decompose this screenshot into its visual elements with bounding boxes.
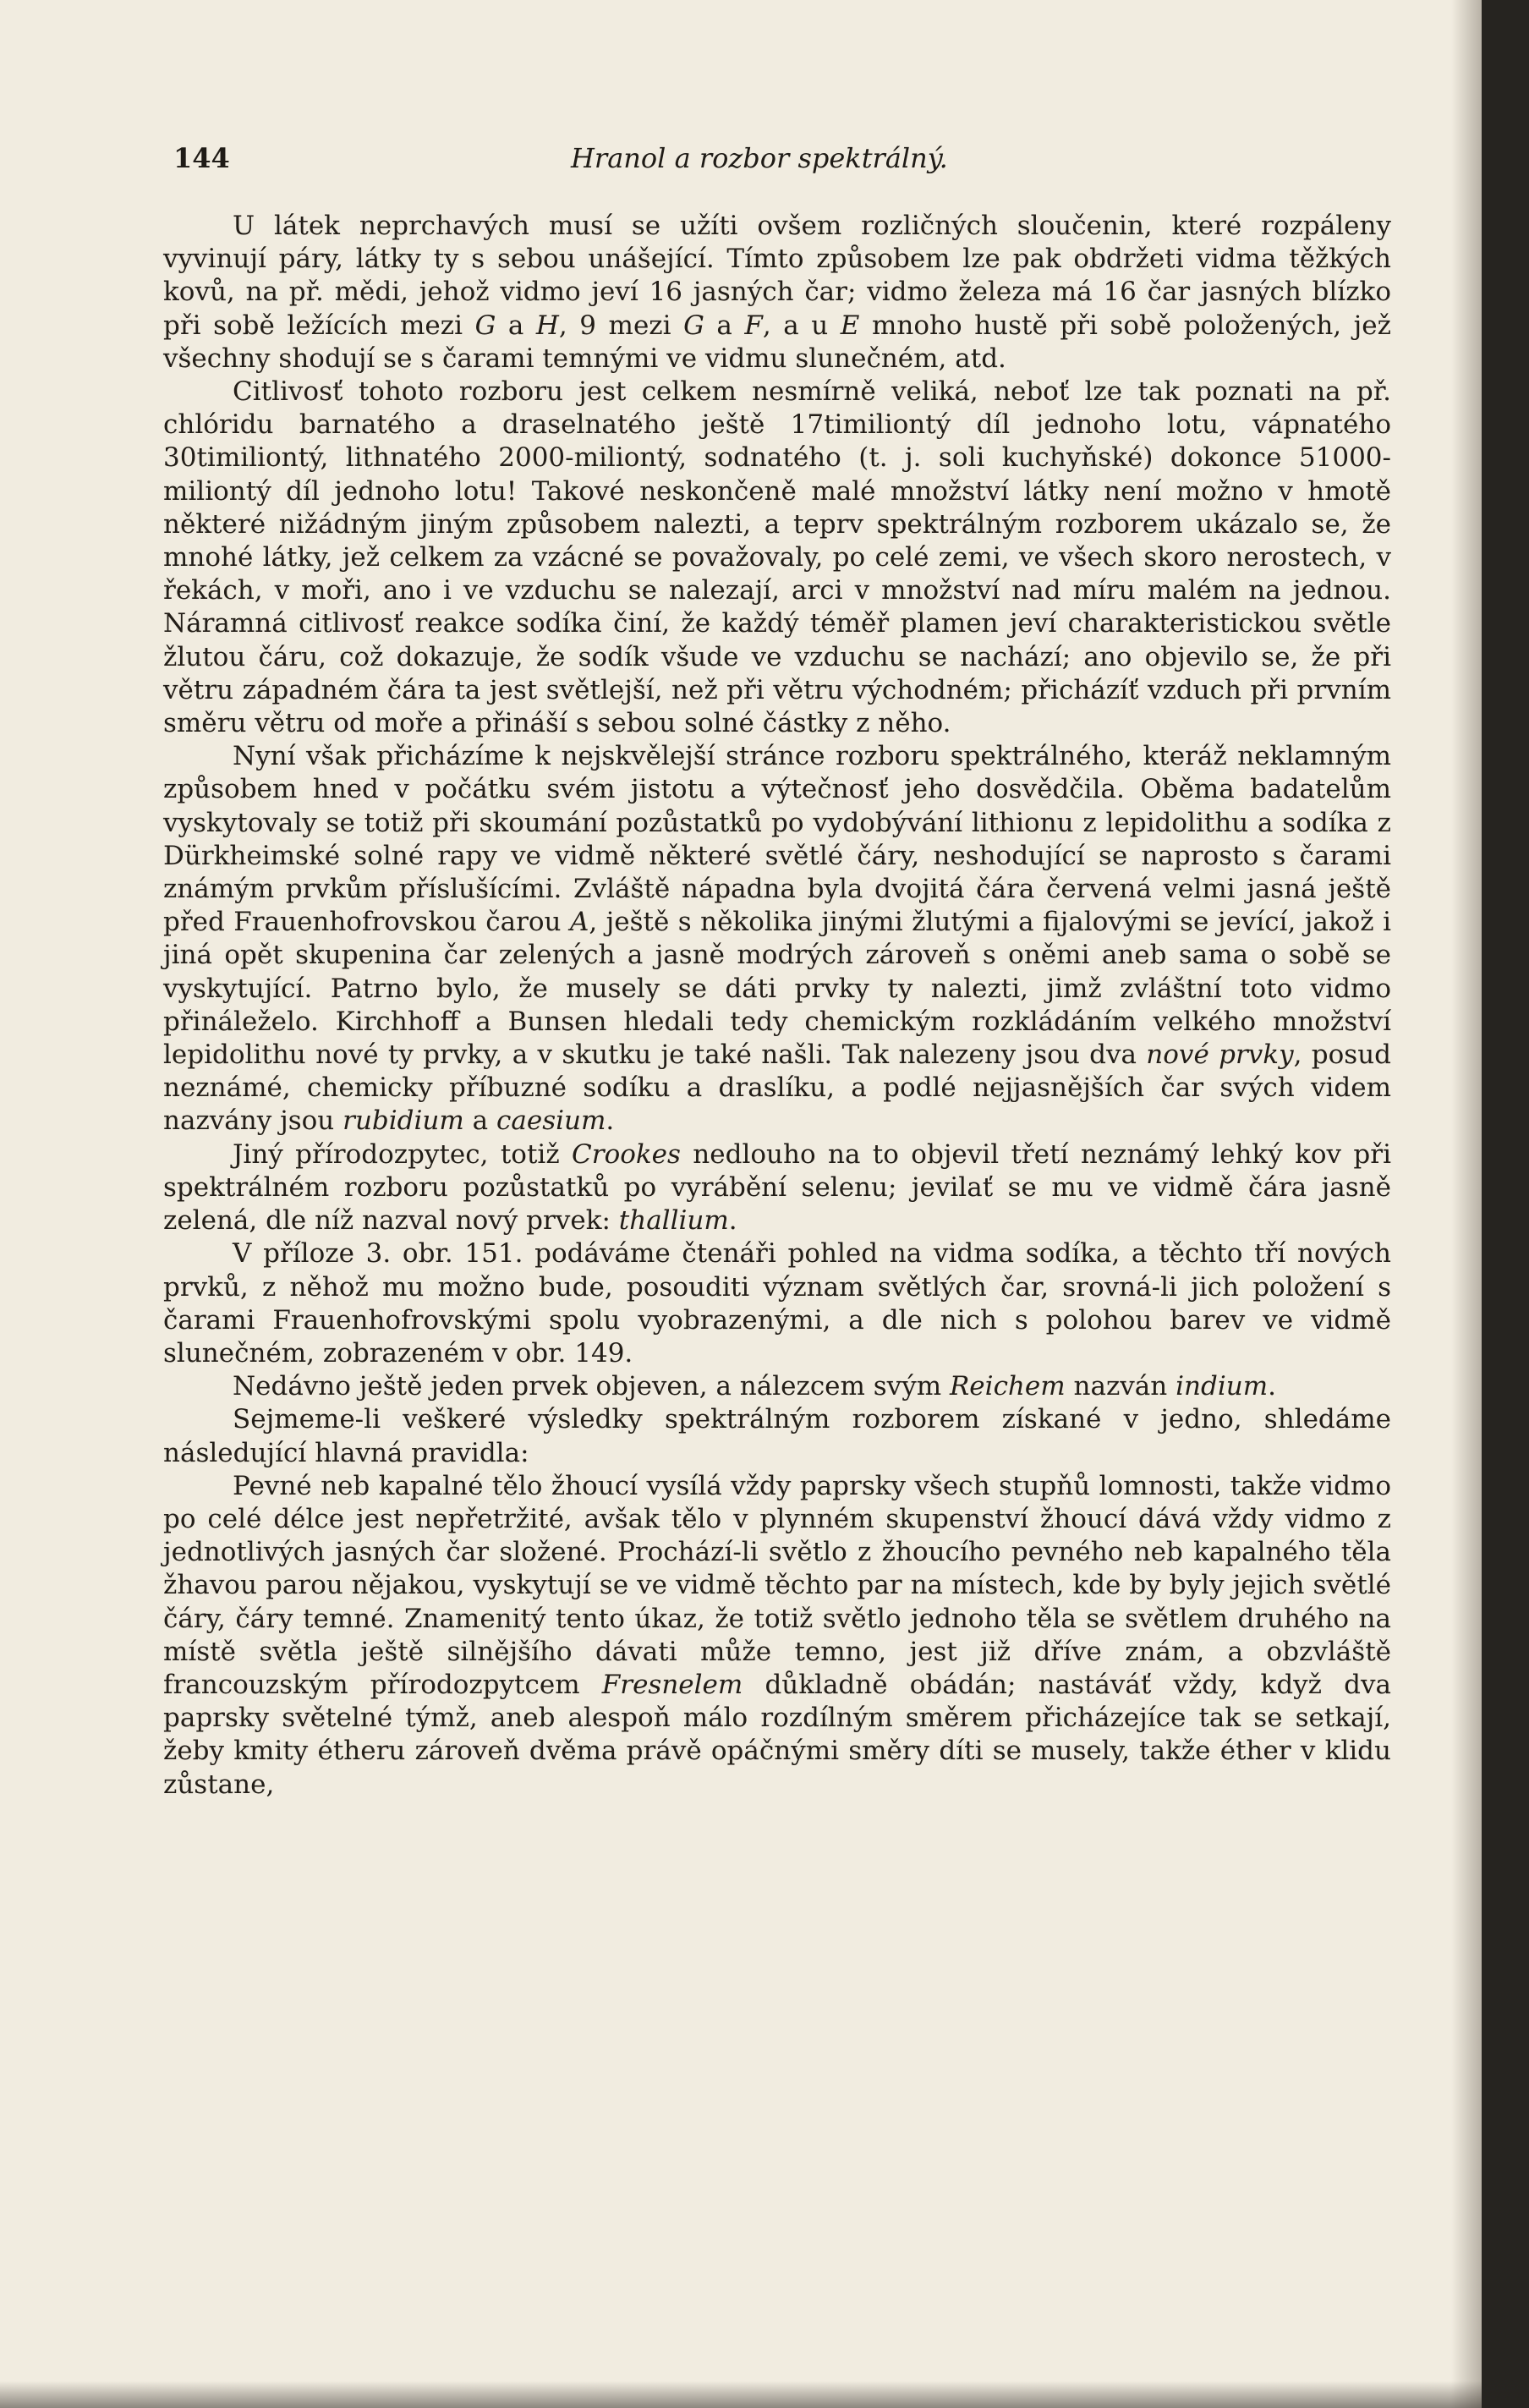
text-run: Sejmeme-li veškeré výsledky spektrálným rozborem získané v jedno, shledáme následující hlavná pravidla: <box>163 1404 1391 1468</box>
text-run: . <box>1268 1371 1276 1402</box>
italic-term: Fresnelem <box>601 1669 743 1700</box>
page-number: 144 <box>173 142 230 174</box>
text-run: U látek neprchavých musí se užíti ovšem rozličných sloučenin, které rozpáleny vyvinují páry, látky ty s sebou unášející. Tímto způsobem lze pak obdržeti vidma těžkých kovů, na př. mědi, jehož vidmo jeví 16 jasných čar; vidmo železa má 16 čar jasných blízko při sobě ležících mezi <box>163 211 1391 341</box>
text-run: a <box>704 310 745 341</box>
text-run: důkladně obádán; nastáváť vždy, když dva paprsky světelné týmž, aneb alespoň málo rozdílným směrem přicházejíce tak se setkají, žeby kmity étheru zároveň dvěma právě opáčnými směry díti se musely, takže éther v klidu zůstane, <box>163 1669 1391 1800</box>
italic-term: thallium <box>618 1205 729 1237</box>
paragraph <box>163 1138 1391 1238</box>
text-run: Nyní však přicházíme k nejskvělejší stránce rozboru spektrálného, kteráž neklamným způsobem hned v počátku svém jistotu a výtečnosť jeho dosvědčila. Oběma badatelům vyskytovaly se totiž při skoumání pozůstatků po vydobývání lithionu z lepidolithu a sodíka z Dürkheimské solné rapy ve vidmě některé světlé čáry, neshodující se naprosto s čarami známým prvkům příslušícími. Zvláště nápadna byla dvojitá čára červená velmi jasná ještě před Frauenhofrovskou čarou <box>163 741 1391 938</box>
italic-term: indium <box>1176 1371 1269 1402</box>
text-run: Jiný přírodozpytec, totiž <box>233 1138 573 1170</box>
page-edge-shadow <box>1451 0 1482 2408</box>
paragraph <box>163 1470 1391 1802</box>
italic-term: nové prvky <box>1146 1039 1294 1071</box>
text-run: a <box>496 310 536 341</box>
text-run: , a u <box>762 310 841 341</box>
page-header <box>173 142 1400 184</box>
text-run: Nedávno ještě jeden prvek objeven, a nálezcem svým <box>233 1371 950 1402</box>
text-run: , 9 mezi <box>558 310 684 341</box>
text-run: nazván <box>1065 1371 1176 1402</box>
text-run: , ještě s několika jinými žlutými a fijalovými se jevící, jakož i jiná opět skupenina čar zelených a jasně modrých zároveň s oněmi aneb sama o sobě se vyskytující. Patrno bylo, že musely se dáti prvky ty nalezti, jimž zvláštní toto vidmo přináleželo. Kirchhoff a Bunsen hledali tedy chemickým rozkládáním velkého množství lepidolithu nové ty prvky, a v skutku je také našli. Tak nalezeny jsou dva <box>163 907 1391 1071</box>
paragraph <box>163 376 1391 740</box>
italic-term: A <box>569 907 589 938</box>
text-run: a <box>463 1105 496 1137</box>
running-title: Hranol a rozbor spektrálný. <box>571 142 948 174</box>
italic-term: rubidium <box>343 1105 464 1137</box>
text-run: nedlouho na to objevil třetí neznámý lehký kov při spektrálném rozboru pozůstatků po vyrábění selenu; jevilať se mu ve vidmě čára jasně zelená, dle níž nazval nový prvek: <box>163 1138 1391 1237</box>
italic-term: G <box>474 310 496 341</box>
text-run: , posud neznámé, chemicky příbuzné sodíku a draslíku, a podlé nejjasnějších čar svých videm nazvány jsou <box>163 1039 1391 1137</box>
italic-term: E <box>840 310 860 341</box>
page-bottom-edge <box>0 2381 1482 2408</box>
text-run: Citlivosť tohoto rozboru jest celkem nesmírně veliká, neboť lze tak poznati na př. chlóridu barnatého a draselnatého ještě 17timiliontý díl jednoho lotu, vápnatého 30timiliontý, lithnatého 2000-miliontý, sodnatého (t. j. soli kuchyňské) dokonce 51000-miliontý díl jednoho lotu! Takové neskončeně malé množství látky není možno v hmotě některé nižádným jiným způsobem nalezti, a teprv spektrálným rozborem ukázalo se, že mnohé látky, jež celkem za vzácné se považovaly, po celé zemi, ve všech skoro nerostech, v řekách, v moři, ano i ve vzduchu se nalezají, arci v množství nad míru malém na jednou. Náramná citlivosť reakce sodíka činí, že každý téměř plamen jeví charakteristickou světle žlutou čáru, což dokazuje, že sodík všude ve vzduchu se nachází; ano objevilo se, že při větru západném čára ta jest světlejší, než při větru východném; přicházíť vzduch při prvním směru větru od moře a přináší s sebou solné částky z něho. <box>163 376 1391 739</box>
italic-term: F <box>744 310 763 341</box>
italic-term: Crookes <box>572 1138 681 1170</box>
paragraph <box>163 740 1391 1138</box>
paragraph <box>163 210 1391 376</box>
paragraph <box>163 1403 1391 1469</box>
text-run: . <box>606 1105 615 1137</box>
italic-term: caesium <box>496 1105 606 1137</box>
italic-term: H <box>535 310 559 341</box>
text-run: mnoho hustě při sobě položených, jež všechny shodují se s čarami temnými ve vidmu slunečném, atd. <box>163 310 1391 374</box>
text-run: Pevné neb kapalné tělo žhoucí vysílá vždy paprsky všech stupňů lomnosti, takže vidmo po celé délce jest nepřetržité, avšak tělo v plynném skupenství žhoucí dává vždy vidmo z jednotlivých jasných čar složené. Prochází-li světlo z žhoucího pevného neb kapalného těla žhavou parou nějakou, vyskytují se ve vidmě těchto par na místech, kde by byly jejich světlé čáry, čáry temné. Znamenitý tento úkaz, že totiž světlo jednoho těla se světlem druhého na místě světla ještě silnějšího dávati může temno, jest již dříve znám, a obzvláště francouzským přírodozpytcem <box>163 1470 1391 1700</box>
italic-term: G <box>683 310 704 341</box>
paragraph <box>163 1237 1391 1370</box>
text-run: V příloze 3. obr. 151. podáváme čtenáři pohled na vidma sodíka, a těchto tří nových prvků, z něhož mu možno bude, posouditi význam světlých čar, srovná-li jich položení s čarami Frauenhofrovskými spolu vyobrazenými, a dle nich s polohou barev ve vidmě slunečném, zobrazeném v obr. 149. <box>163 1238 1391 1369</box>
body-text <box>163 210 1391 1802</box>
paragraph <box>163 1370 1391 1403</box>
italic-term: Reichem <box>949 1371 1066 1402</box>
text-run: . <box>728 1205 737 1237</box>
